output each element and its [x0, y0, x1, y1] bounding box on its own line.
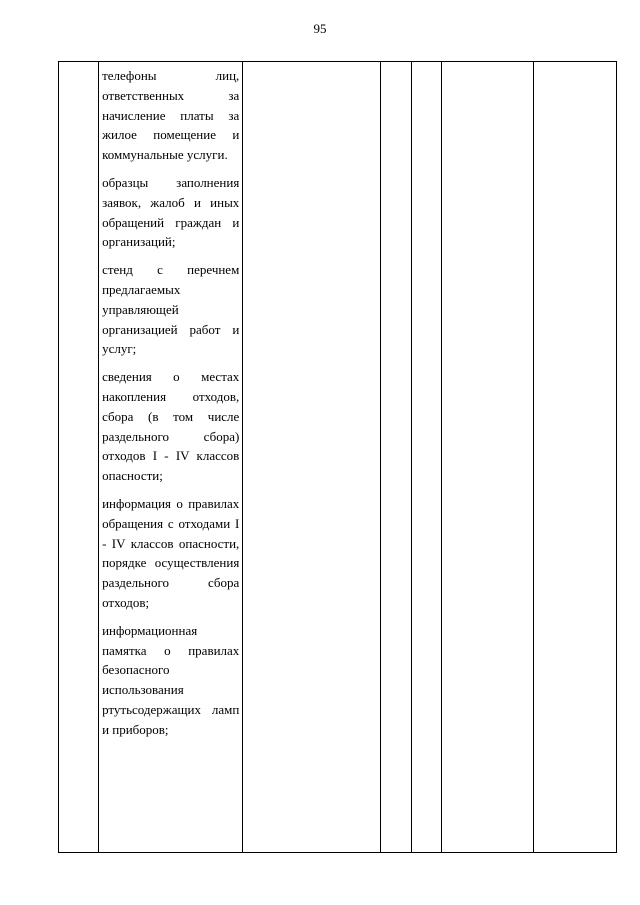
list-item: телефоны лиц, ответственных за начисление платы за жилое помещение и коммунальные услуги.: [102, 68, 240, 163]
list-item: информационная памятка о правилах безопасного использования ртутьсодержащих ламп и приборов;: [102, 622, 240, 737]
table-cell: [243, 62, 380, 853]
list-item: сведения о местах накопления отходов, сбора (в том числе раздельного сбора) отходов I - IV классов опасности;: [102, 369, 240, 484]
table-cell: [441, 62, 533, 853]
table-cell: [411, 62, 441, 853]
document-table: [58, 61, 617, 853]
list-item: образцы заполнения заявок, жалоб и иных обращений граждан и организаций;: [102, 174, 240, 250]
table-row: [59, 62, 617, 853]
table-cell-description: [99, 62, 243, 853]
table-cell: [533, 62, 616, 853]
table-cell: [380, 62, 411, 853]
page-number: 95: [313, 21, 327, 36]
table-cell-number: [59, 62, 99, 853]
list-item: информация о правилах обращения с отходами I - IV классов опасности, порядке осуществления раздельного сбора отходов;: [102, 495, 240, 610]
list-item: стенд с перечнем предлагаемых управляющей организацией работ и услуг;: [102, 262, 240, 357]
